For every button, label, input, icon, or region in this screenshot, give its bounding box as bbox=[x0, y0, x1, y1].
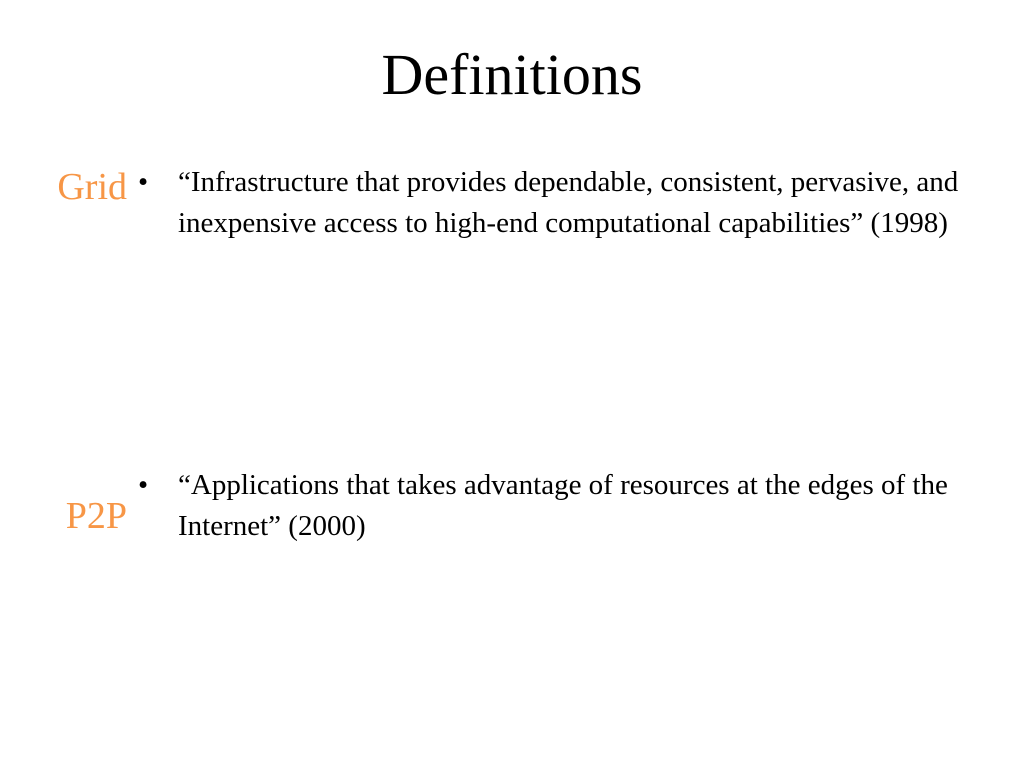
bullet-marker: • bbox=[138, 469, 149, 501]
slide-title: Definitions bbox=[381, 42, 643, 107]
term-label-p2p: P2P bbox=[65, 495, 127, 537]
definition-text-grid: “Infrastructure that provides dependable, consistent, pervasive, and inexpensive access to high-end computational capabilities” (1998) bbox=[178, 166, 959, 239]
definition-text-p2p: “Applications that takes advantage of resources at the edges of the Internet” (2000) bbox=[178, 469, 948, 542]
definition-bullet-p2p bbox=[138, 465, 1004, 547]
term-label-grid: Grid bbox=[57, 166, 127, 208]
definition-bullet-grid bbox=[138, 162, 1004, 244]
bullet-marker: • bbox=[138, 166, 149, 198]
